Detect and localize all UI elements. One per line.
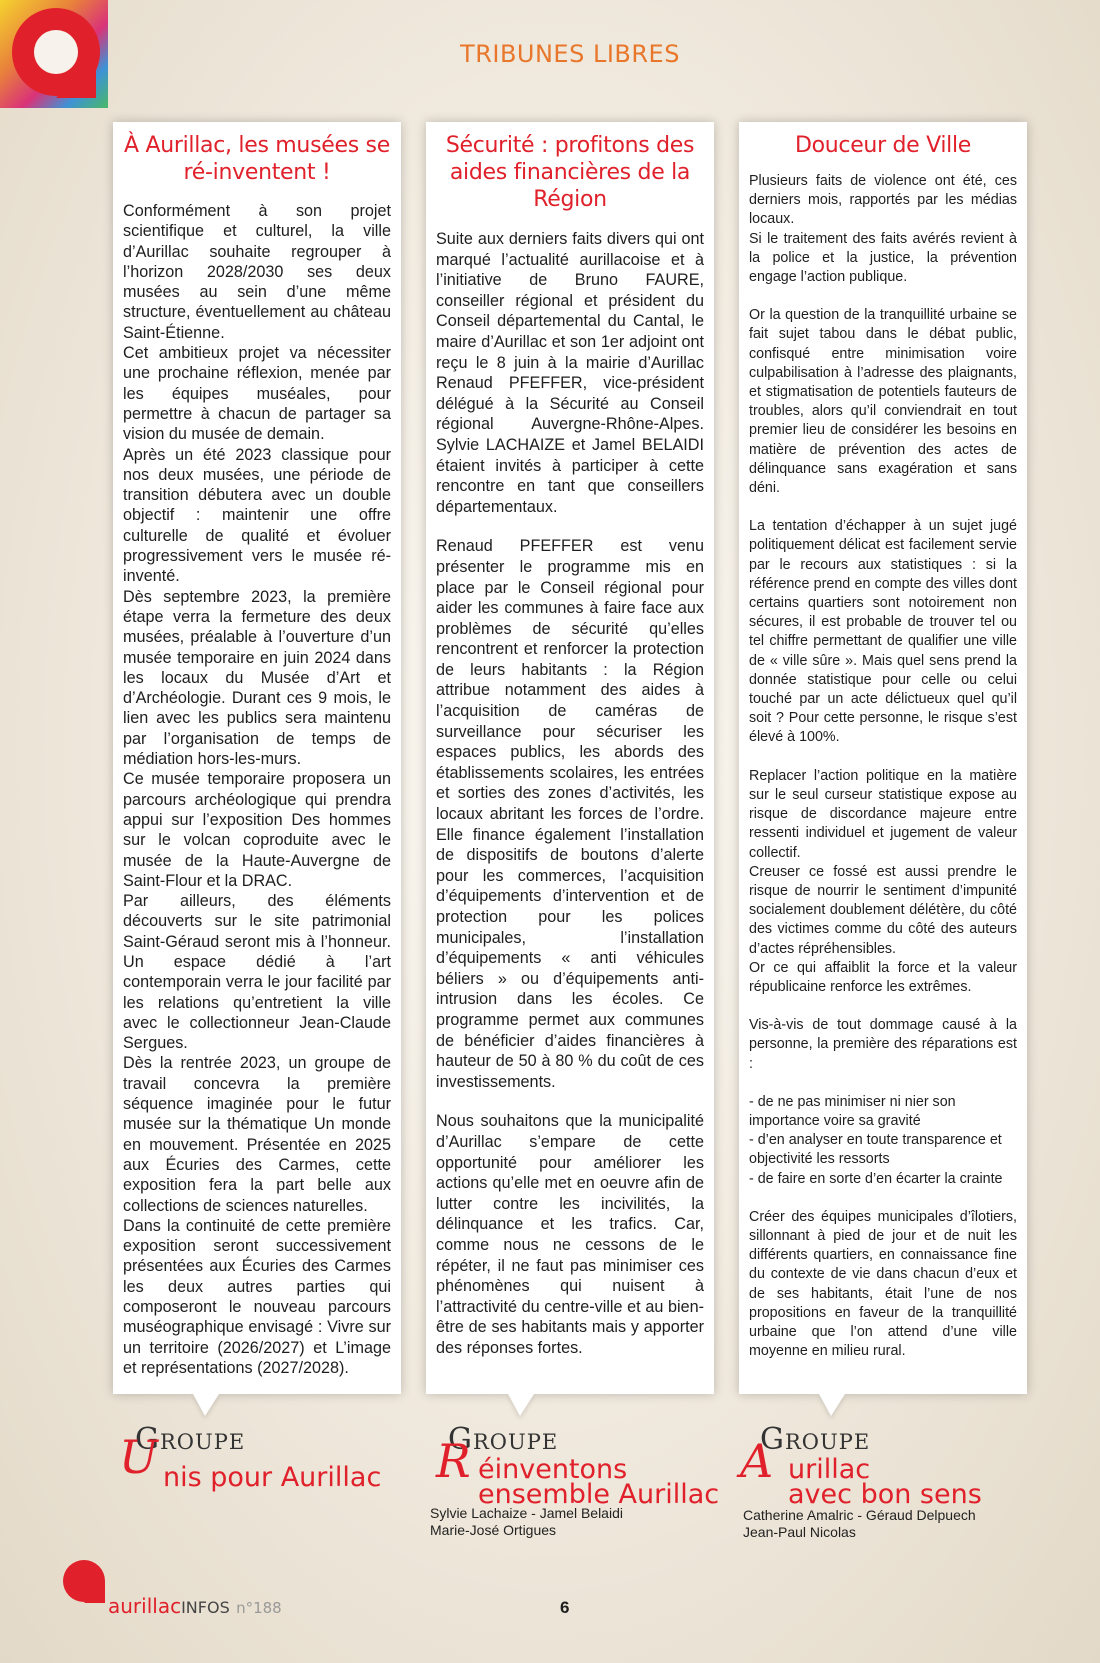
- paragraph: Or ce qui affaiblit la force et la valeur républicaine renforce les extrêmes.: [749, 959, 1017, 995]
- group-signature-2: [436, 1422, 720, 1510]
- paragraph: Dès la rentrée 2023, un groupe de travail concevra la première séquence imaginée pour le futur musée sur la thématique Un monde en mouvement. Présentée en 2025 aux Écuries des Carmes, cette exposition fera la part belle aux collections de sciences naturelles.: [123, 1054, 391, 1215]
- card-body: [739, 159, 1027, 1373]
- paragraph: Plusieurs faits de violence ont été, ces derniers mois, rapportés par les médias locaux.: [749, 173, 1017, 228]
- list-item: - d’en analyser en toute transparence et objectivité les ressorts: [749, 1132, 1002, 1168]
- paragraph: Suite aux derniers faits divers qui ont marqué l’actualité aurillacoise et à l’initiative de Bruno FAURE, conseiller régional et président du Conseil départemental du Cantal, le maire d’Aurillac et son 1er adjoint ont reçu le 8 juin à la mairie d’Aurillac Renaud PFEFFER, vice-président délégué à la Sécurité au Conseil régional Auvergne-Rhône-Alpes. Sylvie LACHAIZE et Jamel BELAIDI étaient invités à participer à cette rencontre en tant que conseillers départementaux.: [436, 230, 704, 516]
- footer-brand: [108, 1594, 282, 1618]
- paragraph: Ce musée temporaire proposera un parcours archéologique qui prendra appui sur l’exposition Des hommes sur le volcan coproduite avec le musée de la Haute-Auvergne de Saint-Flour et la DRAC.: [123, 770, 391, 890]
- speech-bubble-tail: [193, 1394, 219, 1416]
- tribune-card-1: [113, 122, 401, 1394]
- group-name-line1: éinventons: [478, 1454, 628, 1485]
- group-name-line1: urillac: [788, 1454, 871, 1485]
- group-word: Groupe: [760, 1422, 871, 1457]
- group-name-line2: avec bon sens: [788, 1479, 982, 1510]
- paragraph: Créer des équipes municipales d’îlotiers, sillonnant à pied de jour et de nuit les différents quartiers, en connaissance fine du contexte de vie dans chacun d’eux et de ses habitants, était l’une de nos propositions en faveur de la tranquillité urbaine que l’on attend d’une ville moyenne en milieu rural.: [749, 1208, 1017, 1360]
- card-title: À Aurillac, les musées se ré-inventent !: [124, 133, 390, 185]
- paragraph: Or la question de la tranquillité urbaine se fait sujet tabou dans le débat public, confisqué entre minimisation voire culpabilisation à l’adresse des plaignants, et stigmatisation de potentiels fauteurs de troubles, alors qu’il conviendrait en tout premier lieu de considérer les besoins en matière de prévention des actes de délinquance sans exagération et sans déni.: [749, 307, 1017, 497]
- member-line: Sylvie Lachaize - Jamel Belaidi: [430, 1505, 623, 1521]
- group-name: nis pour Aurillac: [163, 1462, 382, 1493]
- list-item: - de faire en sorte d’en écarter la crainte: [749, 1170, 1003, 1187]
- paragraph: La tentation d’échapper à un sujet jugé politiquement délicat est facilement servie par le recours aux statistiques : si la référence prend en compte des villes dont certains quartiers sont notoirement non sécures, il est probable de trouver tel ou tel chiffre permettant de qualifier une ville de « ville sûre ». Mais quel sens prend la donnée statistique pour celle ou celui touché par un acte délictueux quel qu’il soit ? Pour cette personne, le risque s’est élevé à 100%.: [749, 518, 1017, 746]
- card-title: Douceur de Ville: [794, 133, 972, 158]
- footer-infos: INFOS: [181, 1598, 230, 1617]
- footer-brand-name: aurillac: [108, 1594, 182, 1618]
- group-members-3: [743, 1507, 976, 1541]
- paragraph: Dans la continuité de cette première exposition seront successivement présentées aux Écuries des Carmes les deux autres parties qui composeront le nouveau parcours muséographique envisagé : Vivre sur un territoire (2026/2027) et L’image et représentations (2027/2028).: [123, 1216, 391, 1377]
- aurillac-footer-logo-icon: [62, 1557, 110, 1605]
- group-initial: U: [119, 1430, 158, 1484]
- tribune-card-2: [426, 122, 714, 1394]
- paragraph: Si le traitement des faits avérés revient à la police et la justice, la prévention engage l’action publique.: [749, 230, 1017, 286]
- paragraph: Replacer l’action politique en la matière sur le seul curseur statistique expose au risque de discordance majeure entre ressenti individuel et jugement de valeur collectif.: [749, 767, 1017, 861]
- list-item: - de ne pas minimiser ni nier son importance voire sa gravité: [749, 1093, 956, 1129]
- member-line: Jean-Paul Nicolas: [743, 1524, 856, 1540]
- paragraph: Vis-à-vis de tout dommage causé à la personne, la première des réparations est :: [749, 1017, 1017, 1072]
- group-name-line2: ensemble Aurillac: [478, 1479, 720, 1510]
- member-line: Catherine Amalric - Géraud Delpuech: [743, 1507, 976, 1523]
- speech-bubble-tail: [508, 1394, 534, 1416]
- paragraph: Nous souhaitons que la municipalité d’Aurillac s’empare de cette opportunité pour améliorer les actions qu’elle met en oeuvre afin de lutter contre les incivilités, la délinquance et les trafics. Car, comme nous ne cessons de le répéter, il ne faut pas minimiser ces phénomènes qui nuisent à l’attractivité du centre-ville et au bien-être de ses habitants mais y apporter des réponses fortes.: [436, 1112, 704, 1357]
- page-number: 6: [560, 1598, 570, 1617]
- group-members-2: [430, 1505, 623, 1539]
- group-initial: R: [436, 1434, 471, 1488]
- paragraph: Dès septembre 2023, la première étape verra la fermeture des deux musées, préalable à l’ouverture d’un musée temporaire en juin 2024 dans les locaux du Musée d’Art et d’Archéologie. Durant ces 9 mois, le lien avec les publics sera maintenu par l’organisation de temps de médiation hors-les-murs.: [123, 587, 391, 769]
- footer-issue: n°188: [236, 1599, 282, 1617]
- group-word: Groupe: [448, 1422, 559, 1457]
- card-body: [426, 213, 714, 1370]
- section-title: TRIBUNES LIBRES: [460, 40, 680, 68]
- paragraph: Cet ambitieux projet va nécessiter une prochaine réflexion, menée par les équipes muséales, pour permettre à chacun de partager sa vision du musée de demain.: [123, 344, 391, 444]
- group-word: Groupe: [135, 1422, 246, 1457]
- card-body: [113, 186, 401, 1390]
- paragraph: Après un été 2023 classique pour nos deux musées, une période de transition débutera avec un double objectif : maintenir une offre culturelle de qualité et évoluer progressivement vers le musée ré-inventé.: [123, 445, 391, 586]
- member-line: Marie-José Ortigues: [430, 1522, 557, 1538]
- group-signature-3: [740, 1422, 982, 1510]
- speech-bubble-tail: [819, 1394, 845, 1416]
- group-initial: A: [740, 1434, 774, 1488]
- group-signature-1: [119, 1422, 382, 1503]
- tribune-card-3: [739, 122, 1027, 1394]
- paragraph: Par ailleurs, des éléments découverts sur le site patrimonial Saint-Géraud seront mis à l’honneur. Un espace dédié à l’art contemporain verra le jour facilité par les relations qu’entretient la ville avec le collectionneur Jean-Claude Sergues.: [123, 892, 391, 1053]
- paragraph: Renaud PFEFFER est venu présenter le programme mis en place par le Conseil régional pour aider les communes à faire face aux problèmes de sécurité qu’elles rencontrent et renforcer la protection de leurs habitants : la Région attribue notamment des aides à l’acquisition de caméras de surveillance pour sécuriser les espaces publics, les abords des établissements scolaires, les entrées et sorties des zones d’activités, les locaux abritant les forces de l’ordre. Elle finance également l’installation de dispositifs de boutons d’alerte pour les commerces, l’acquisition d’équipements d’intervention et de protection pour les polices municipales, l’installation d’équipements « anti véhicules béliers » ou d’équipements anti-intrusion dans les écoles. Ce programme permet aux communes de bénéficier d’aides financières à hauteur de 50 à 80 % du coût de ces investissements.: [436, 537, 704, 1091]
- paragraph: Creuser ce fossé est aussi prendre le risque de nourrir le sentiment d’impunité socialement doublement délétère, du côté des victimes comme du côté des auteurs d’actes répréhensibles.: [749, 863, 1017, 957]
- card-title: Sécurité : profitons des aides financières de la Région: [445, 133, 695, 212]
- paragraph: Conformément à son projet scientifique et culturel, la ville d’Aurillac souhaite regrouper à l’horizon 2028/2030 ses deux musées au sein d’une même structure, éventuellement au château Saint-Étienne.: [123, 202, 391, 342]
